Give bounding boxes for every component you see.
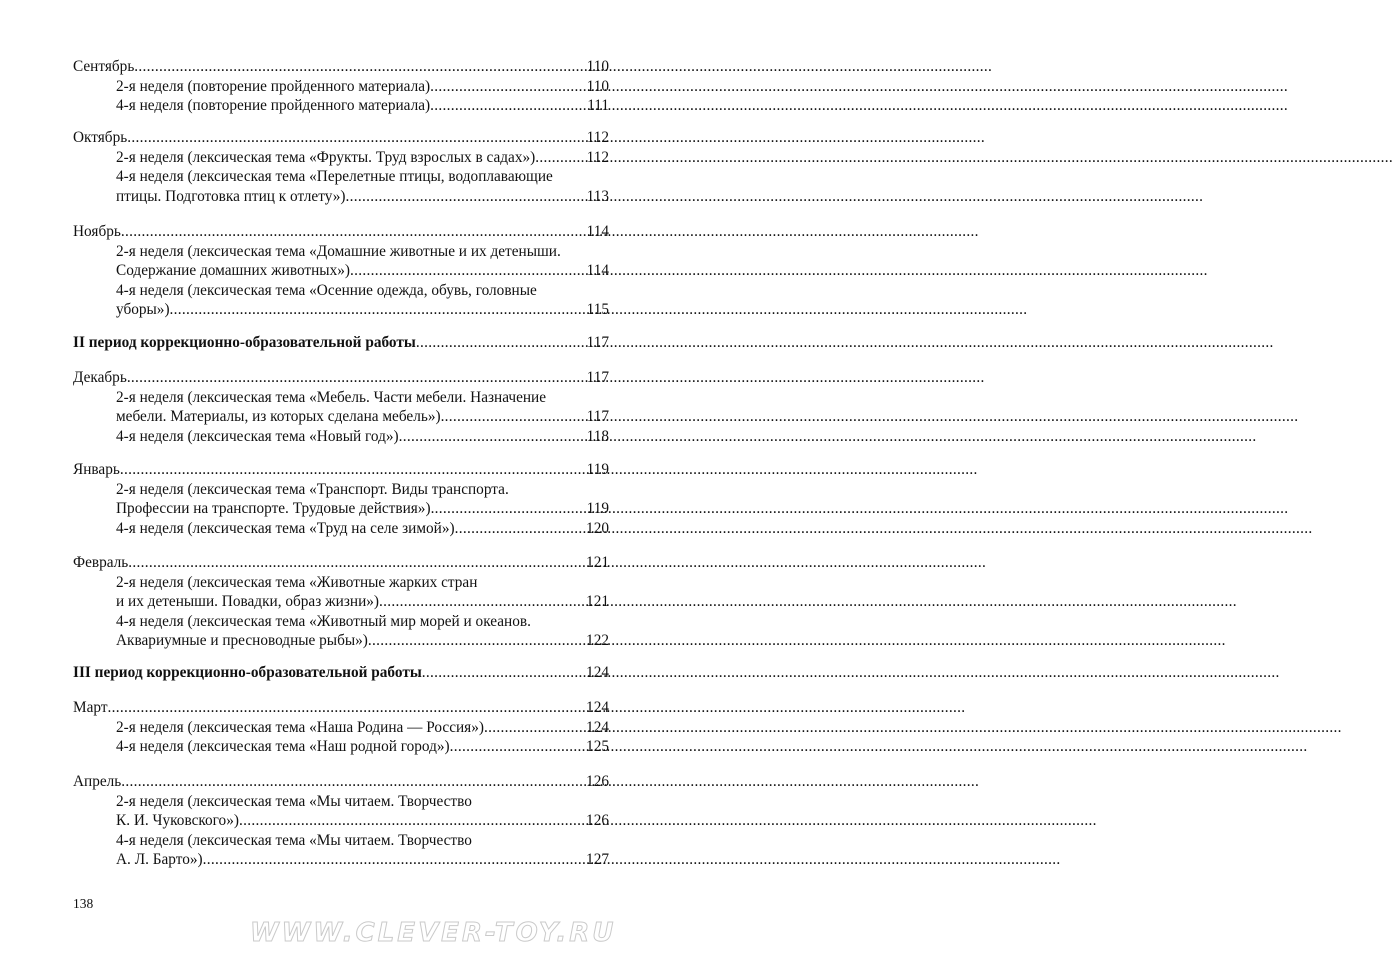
toc-line xyxy=(73,811,609,831)
toc-page-number: 112 xyxy=(586,148,609,166)
toc-entry-text: 4-я неделя (лексическая тема «Новый год») xyxy=(116,427,399,445)
dot-leader xyxy=(450,737,586,757)
toc-heading-entry xyxy=(73,460,609,480)
toc-entry-text: Аквариумные и пресноводные рыбы») xyxy=(116,632,368,650)
toc-page-number: 121 xyxy=(586,593,609,611)
toc-entry-text: и их детеныши. Повадки, образ жизни») xyxy=(116,593,379,611)
page-number: 138 xyxy=(73,896,94,911)
toc-subentry xyxy=(73,480,609,519)
toc-entry-text: 4-я неделя (лексическая тема «Перелетные птицы, водоплавающие xyxy=(116,168,553,186)
toc-heading-entry xyxy=(73,333,609,353)
dot-leader xyxy=(121,772,586,792)
toc-line xyxy=(73,698,609,718)
toc-entry-text: Февраль xyxy=(73,554,129,571)
toc-line xyxy=(73,261,609,281)
toc-entry-text: 4-я неделя (лексическая тема «Мы читаем. Творчество xyxy=(116,831,472,849)
dot-leader xyxy=(134,57,586,77)
toc-subentry xyxy=(73,519,609,539)
toc-page-number: 119 xyxy=(586,500,609,518)
toc-subentry xyxy=(73,96,609,116)
toc-line xyxy=(73,300,609,320)
dot-leader xyxy=(170,300,587,320)
toc-entry-text: 2-я неделя (лексическая тема «Мебель. Части мебели. Назначение xyxy=(116,388,547,406)
toc-entry-text: Ноябрь xyxy=(73,223,121,240)
toc-page-number: 114 xyxy=(586,223,609,240)
toc-entry-text: Март xyxy=(73,699,108,716)
toc-line xyxy=(73,167,609,187)
watermark: WWW.CLEVER-TOY.RU xyxy=(250,918,617,948)
toc-heading-entry xyxy=(73,368,609,388)
toc-line xyxy=(73,57,609,77)
toc-heading-entry xyxy=(73,553,609,573)
toc-entry-text: 4-я неделя (лексическая тема «Труд на селе зимой») xyxy=(116,519,455,537)
toc-line xyxy=(73,460,609,480)
toc-line xyxy=(73,737,609,757)
toc-line xyxy=(73,553,609,573)
toc-subentry xyxy=(73,148,609,168)
toc-section xyxy=(73,460,609,538)
toc-line xyxy=(73,187,609,207)
toc-page-number: 117 xyxy=(586,334,609,351)
toc-line xyxy=(73,242,609,262)
toc-subentry xyxy=(73,427,609,447)
dot-leader xyxy=(535,148,586,168)
toc-section xyxy=(73,128,609,206)
toc-page-number: 111 xyxy=(587,97,609,115)
toc-section xyxy=(73,57,609,116)
dot-leader xyxy=(108,698,587,718)
toc-page-number: 127 xyxy=(586,851,609,869)
toc-entry-text: Январь xyxy=(73,461,120,478)
dot-leader xyxy=(350,261,587,281)
toc-line xyxy=(73,792,609,812)
toc-entry-text: А. Л. Барто») xyxy=(116,851,203,869)
toc-line xyxy=(73,663,609,683)
dot-leader xyxy=(441,407,587,427)
dot-leader xyxy=(128,553,586,573)
toc-line xyxy=(73,148,609,168)
toc-line xyxy=(73,519,609,539)
toc-entry-text: Профессии на транспорте. Трудовые действия») xyxy=(116,500,431,518)
toc-line xyxy=(73,718,609,738)
toc-line xyxy=(73,96,609,116)
toc-entry-text: II период коррекционно-образовательной работы xyxy=(73,334,416,351)
toc-subentry xyxy=(73,831,609,870)
toc-page-number: 115 xyxy=(586,301,609,319)
dot-leader xyxy=(239,811,586,831)
toc-page-number: 110 xyxy=(586,77,609,95)
dot-leader xyxy=(422,663,586,683)
toc-line xyxy=(73,407,609,427)
toc-heading-entry xyxy=(73,772,609,792)
toc-heading-entry xyxy=(73,222,609,242)
toc-entry-text: 2-я неделя (лексическая тема «Транспорт. Виды транспорта. xyxy=(116,480,509,498)
toc-entry-text: Сентябрь xyxy=(73,58,135,75)
dot-leader xyxy=(127,368,587,388)
dot-leader xyxy=(345,187,586,207)
toc-entry-text: 4-я неделя (лексическая тема «Животный мир морей и океанов. xyxy=(116,612,531,630)
toc-line xyxy=(73,499,609,519)
toc-subentry xyxy=(73,388,609,427)
toc-subentry xyxy=(73,242,609,281)
dot-leader xyxy=(120,460,587,480)
toc-line xyxy=(73,368,609,388)
toc-line xyxy=(73,573,609,593)
toc-heading-entry xyxy=(73,698,609,718)
toc-line xyxy=(73,77,609,97)
toc-page-number: 118 xyxy=(586,427,609,445)
toc-line xyxy=(73,480,609,500)
toc-section xyxy=(73,368,609,446)
toc-page-number: 117 xyxy=(586,408,609,426)
toc-entry-text: мебели. Материалы, из которых сделана мебель») xyxy=(116,408,441,426)
toc-line xyxy=(73,388,609,408)
toc-entry-text: 2-я неделя (лексическая тема «Мы читаем. Творчество xyxy=(116,792,472,810)
toc-entry-text: 4-я неделя (лексическая тема «Осенние одежда, обувь, головные xyxy=(116,281,537,299)
toc-section xyxy=(73,222,609,320)
toc-heading-entry xyxy=(73,663,609,683)
toc-page-number: 110 xyxy=(586,58,609,75)
toc-page-number: 124 xyxy=(586,718,609,736)
toc-entry-text: 2-я неделя (лексическая тема «Наша Родина — Россия») xyxy=(116,718,484,736)
toc-subentry xyxy=(73,737,609,757)
toc-subentry xyxy=(73,792,609,831)
toc-entry-text: 4-я неделя (повторение пройденного материала) xyxy=(116,97,431,115)
toc-entry-text: Декабрь xyxy=(73,369,127,386)
toc-line xyxy=(73,612,609,632)
dot-leader xyxy=(455,519,586,539)
toc-line xyxy=(73,850,609,870)
toc-line xyxy=(73,631,609,651)
dot-leader xyxy=(203,850,586,870)
toc-page-number: 122 xyxy=(586,632,609,650)
toc-entry-text: Содержание домашних животных») xyxy=(116,262,350,280)
toc-entry-text: уборы») xyxy=(116,301,170,319)
toc-line xyxy=(73,281,609,301)
dot-leader xyxy=(379,592,586,612)
dot-leader xyxy=(121,222,587,242)
toc-section xyxy=(73,772,609,870)
toc-page-number: 126 xyxy=(586,773,609,790)
dot-leader xyxy=(127,128,586,148)
toc-page-number: 117 xyxy=(586,369,609,386)
toc-subentry xyxy=(73,77,609,97)
toc-page-number: 120 xyxy=(586,519,609,537)
dot-leader xyxy=(430,77,586,97)
toc-entry-text: 2-я неделя (повторение пройденного материала) xyxy=(116,77,431,95)
dot-leader xyxy=(399,427,587,447)
toc-subentry xyxy=(73,612,609,651)
toc-page-number: 125 xyxy=(586,738,609,756)
toc-page-number: 119 xyxy=(586,461,609,478)
toc-page-number: 126 xyxy=(586,812,609,830)
dot-leader xyxy=(416,333,587,353)
toc-subentry xyxy=(73,167,609,206)
toc-entry-text: 2-я неделя (лексическая тема «Животные жарких стран xyxy=(116,573,478,591)
toc-page-number: 124 xyxy=(586,664,609,681)
toc-line xyxy=(73,831,609,851)
toc-line xyxy=(73,222,609,242)
toc-section xyxy=(73,553,609,651)
toc-line xyxy=(73,772,609,792)
dot-leader xyxy=(430,96,587,116)
toc-entry-text: К. И. Чуковского») xyxy=(116,812,239,830)
toc-line xyxy=(73,592,609,612)
dot-leader xyxy=(431,499,587,519)
toc-entry-text: 2-я неделя (лексическая тема «Фрукты. Труд взрослых в садах») xyxy=(116,148,536,166)
toc-entry-text: III период коррекционно-образовательной работы xyxy=(73,664,422,681)
toc-line xyxy=(73,427,609,447)
toc-heading-entry xyxy=(73,57,609,77)
toc-entry-text: 2-я неделя (лексическая тема «Домашние животные и их детеныши. xyxy=(116,242,561,260)
toc-page-number: 124 xyxy=(586,699,609,716)
toc-page-number: 112 xyxy=(586,129,609,146)
toc-entry-text: Апрель xyxy=(73,773,122,790)
dot-leader xyxy=(484,718,586,738)
toc-section xyxy=(73,663,609,683)
toc-subentry xyxy=(73,718,609,738)
toc-page-number: 121 xyxy=(586,554,609,571)
toc-line xyxy=(73,128,609,148)
toc-heading-entry xyxy=(73,128,609,148)
toc-entry-text: Октябрь xyxy=(73,129,128,146)
toc-entry-text: птицы. Подготовка птиц к отлету») xyxy=(116,187,346,205)
toc-page-number: 114 xyxy=(586,262,609,280)
toc-subentry xyxy=(73,281,609,320)
toc-subentry xyxy=(73,573,609,612)
toc-entry-text: 4-я неделя (лексическая тема «Наш родной город») xyxy=(116,738,450,756)
toc-section xyxy=(73,333,609,353)
toc-section xyxy=(73,698,609,757)
toc-line xyxy=(73,333,609,353)
toc-page-number: 113 xyxy=(586,187,609,205)
dot-leader xyxy=(368,631,586,651)
